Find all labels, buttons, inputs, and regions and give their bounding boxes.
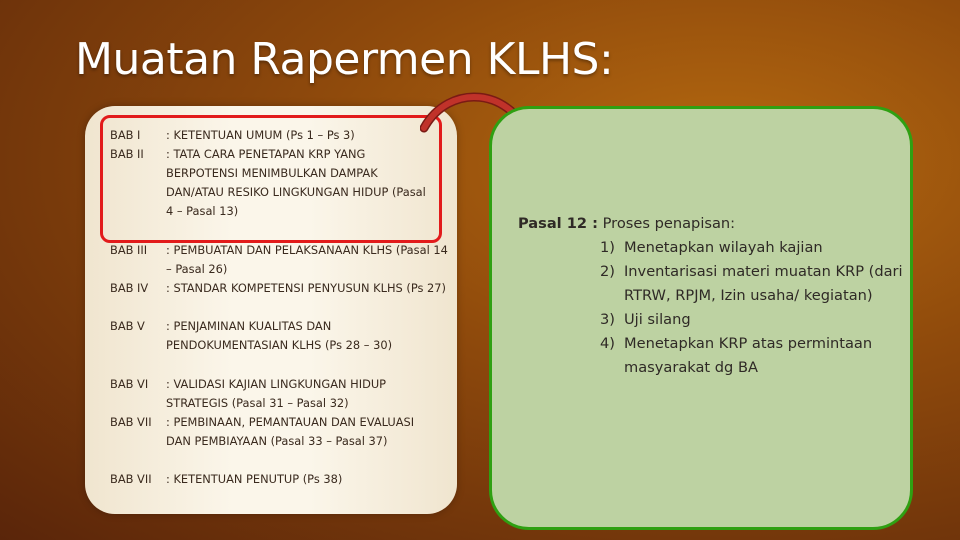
- chapter-number: BAB VII: [110, 415, 152, 429]
- highlight-box: [100, 115, 442, 243]
- pasal-label: Pasal 12 :: [518, 215, 598, 232]
- item-text: Uji silang: [624, 311, 691, 328]
- list-item: [518, 308, 908, 332]
- chapter-text: : PENJAMINAN KUALITAS DAN PENDOKUMENTASIAN KLHS (Ps 28 – 30): [166, 319, 393, 353]
- list-item: [518, 236, 908, 260]
- chapter-number: BAB IV: [110, 281, 149, 295]
- chapter-text: : KETENTUAN UMUM (Ps 1 – Ps 3): [166, 128, 355, 142]
- pasal-content: [518, 212, 908, 380]
- page-title: Muatan Rapermen KLHS:: [75, 34, 614, 85]
- chapter-text: : TATA CARA PENETAPAN KRP YANG BERPOTENSI MENIMBULKAN DAMPAK DAN/ATAU RESIKO LINGKUNGAN HIDUP (Pasal 4 – Pasal 13): [166, 147, 426, 219]
- chapter-number: BAB II: [110, 147, 144, 161]
- pasal-heading: [518, 212, 908, 236]
- chapter-number: BAB III: [110, 243, 148, 257]
- item-text: Inventarisasi materi muatan KRP (dari RTRW, RPJM, Izin usaha/ kegiatan): [624, 263, 903, 304]
- item-text: Menetapkan wilayah kajian: [624, 239, 823, 256]
- chapter-number: BAB VII: [110, 472, 152, 486]
- item-text: Menetapkan KRP atas permintaan masyarakat dg BA: [624, 335, 873, 376]
- item-number: 4): [600, 335, 615, 352]
- chapter-text: : KETENTUAN PENUTUP (Ps 38): [166, 472, 343, 486]
- list-item: [518, 332, 908, 380]
- pasal-list: [518, 236, 908, 380]
- chapter-number: BAB I: [110, 128, 141, 142]
- list-item: [518, 260, 908, 308]
- item-number: 3): [600, 311, 615, 328]
- item-number: 1): [600, 239, 615, 256]
- chapter-text: : STANDAR KOMPETENSI PENYUSUN KLHS (Ps 27): [166, 281, 446, 295]
- pasal-panel: [489, 106, 913, 530]
- chapter-text: : PEMBUATAN DAN PELAKSANAAN KLHS (Pasal 14 – Pasal 26): [166, 243, 448, 277]
- pasal-intro: Proses penapisan:: [602, 215, 736, 232]
- chapter-number: BAB VI: [110, 377, 149, 391]
- chapter-text: : VALIDASI KAJIAN LINGKUNGAN HIDUP STRATEGIS (Pasal 31 – Pasal 32): [166, 377, 387, 411]
- item-number: 2): [600, 263, 615, 280]
- chapter-number: BAB V: [110, 319, 145, 333]
- chapter-text: : PEMBINAAN, PEMANTAUAN DAN EVALUASI DAN PEMBIAYAAN (Pasal 33 – Pasal 37): [166, 415, 415, 449]
